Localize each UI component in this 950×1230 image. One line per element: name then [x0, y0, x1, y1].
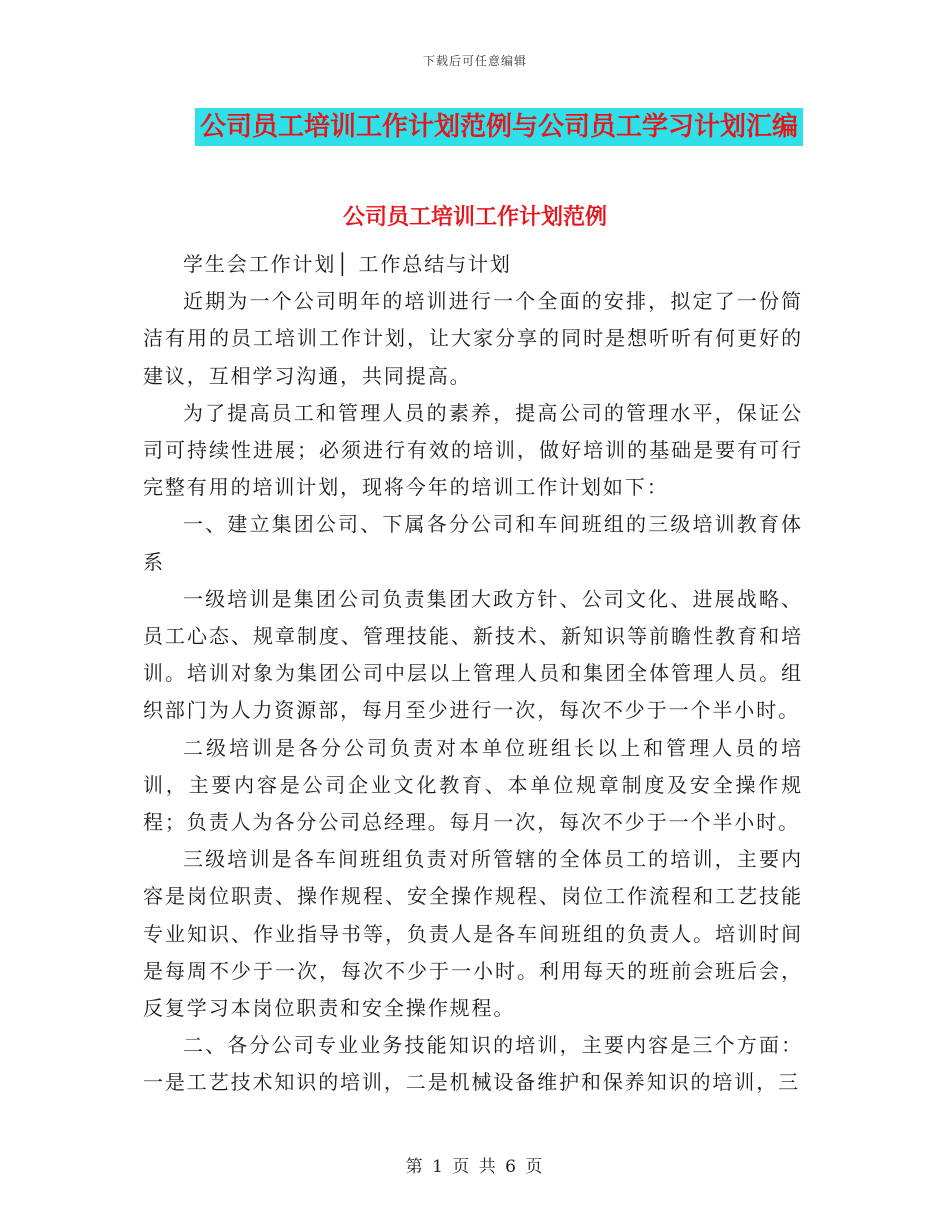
section-title: 公司员工培训工作计划范例: [342, 205, 607, 230]
paragraph-level-three: 三级培训是各车间班组负责对所管辖的全体员工的培训，主要内容是岗位职责、操作规程、安全操作规程、岗位工作流程和工艺技能专业知识、作业指导书等，负责人是各车间班组的负责人。培训时间是每周不少于一次，每次不少于一小时。利用每天的班前会班后会，反复学习本岗位职责和安全操作规程。: [143, 847, 803, 1021]
paragraph-category: 学生会工作计划│ 工作总结与计划: [183, 252, 512, 276]
page-header-note: 下载后可任意编辑: [422, 54, 527, 68]
paragraph-heading-one: 一、建立集团公司、下属各分公司和车间班组的三级培训教育体系: [143, 512, 803, 574]
page-number: 第 1 页 共 6 页: [405, 1157, 545, 1177]
document-title-highlight: [195, 108, 803, 146]
paragraph-level-two: 二级培训是各分公司负责对本单位班组长以上和管理人员的培训，主要内容是公司企业文化教育、本单位规章制度及安全操作规程；负责人为各分公司总经理。每月一次，每次不少于一个半小时。: [143, 735, 803, 835]
document-title: 公司员工培训工作计划范例与公司员工学习计划汇编: [199, 112, 798, 142]
paragraph-heading-two: 二、各分公司专业业务技能知识的培训，主要内容是三个方面：一是工艺技术知识的培训，二是机械设备维护和保养知识的培训，三: [143, 1033, 803, 1095]
paragraph-intro: 近期为一个公司明年的培训进行一个全面的安排，拟定了一份简洁有用的员工培训工作计划，让大家分享的同时是想听听有何更好的建议，互相学习沟通，共同提高。: [143, 289, 803, 388]
paragraph-level-one: 一级培训是集团公司负责集团大政方针、公司文化、进展战略、员工心态、规章制度、管理技能、新技术、新知识等前瞻性教育和培训。培训对象为集团公司中层以上管理人员和集团全体管理人员。组织部门为人力资源部，每月至少进行一次，每次不少于一个半小时。: [143, 586, 803, 723]
document-body: [143, 246, 803, 1102]
paragraph-purpose: 为了提高员工和管理人员的素养，提高公司的管理水平，保证公司可持续性进展；必须进行有效的培训，做好培训的基础是要有可行完整有用的培训计划，现将今年的培训工作计划如下：: [143, 400, 803, 500]
